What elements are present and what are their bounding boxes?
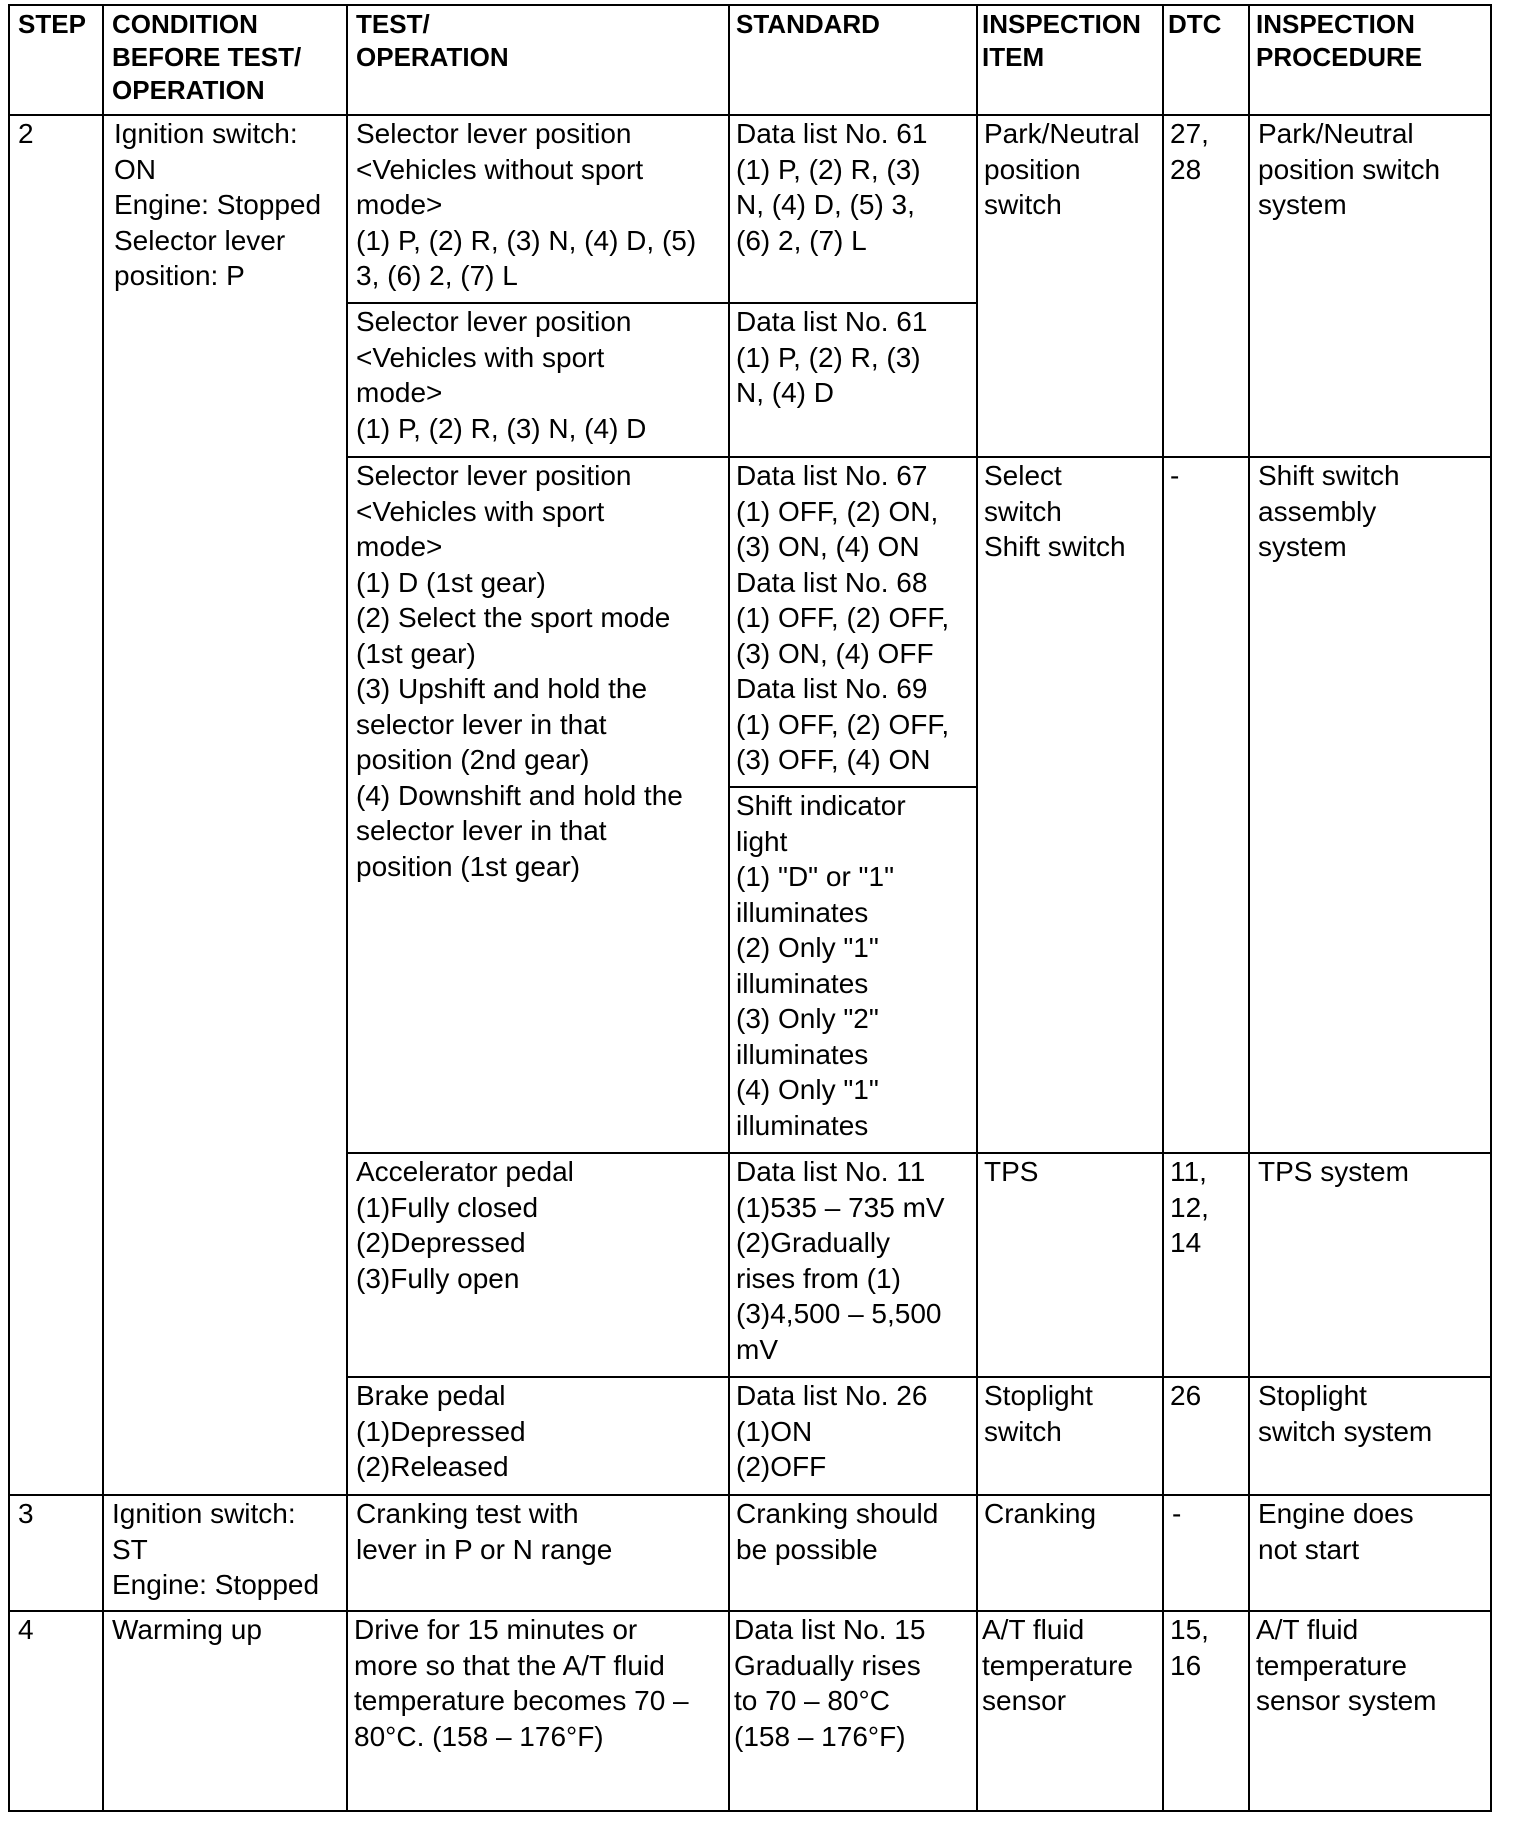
step-number: 3 — [18, 1498, 34, 1529]
step-number: 2 — [18, 118, 34, 149]
standard-value: Data list No. 15 Gradually rises to 70 – 80°C (158 – 176°F) — [734, 1614, 926, 1752]
test-operation: Selector lever position <Vehicles with sport mode> (1) D (1st gear) (2) Select the sport mode (1st gear) (3) Upshift and hold the selector lever in that position (2nd gear) (4) Downshift and hold the selector lever in that position (1st gear) — [356, 460, 683, 882]
step-condition: Ignition switch: ST Engine: Stopped — [112, 1498, 320, 1600]
standard-value: Data list No. 61 (1) P, (2) R, (3) N, (4) D, (5) 3, (6) 2, (7) L — [736, 118, 928, 256]
step-condition: Warming up — [112, 1614, 262, 1645]
inspection-item: Stoplight switch — [984, 1380, 1093, 1447]
inspection-item: Cranking — [984, 1498, 1097, 1529]
test-operation: Selector lever position <Vehicles without sport mode> (1) P, (2) R, (3) N, (4) D, (5) 3, (6) 2, (7) L — [356, 118, 697, 291]
standard-value: Shift indicator light (1) "D" or "1" illuminates (2) Only "1" illuminates (3) Only "2" illuminates (4) Only "1" illuminates — [736, 790, 906, 1141]
header-standard: STANDARD — [736, 9, 880, 39]
test-operation: Brake pedal (1)Depressed (2)Released — [356, 1380, 526, 1482]
header-dtc: DTC — [1168, 9, 1222, 39]
inspection-item: TPS — [984, 1156, 1039, 1187]
standard-value: Cranking should be possible — [736, 1498, 939, 1565]
inspection-procedure: Park/Neutral position switch system — [1258, 118, 1441, 220]
dtc-code: - — [1170, 460, 1180, 491]
inspection-procedure: A/T fluid temperature sensor system — [1256, 1614, 1437, 1716]
dtc-code: 15, 16 — [1170, 1614, 1209, 1681]
column-divider — [102, 4, 104, 1812]
dtc-code: 27, 28 — [1170, 118, 1209, 185]
standard-value: Data list No. 61 (1) P, (2) R, (3) N, (4) D — [736, 306, 928, 408]
inspection-item: Park/Neutral position switch — [984, 118, 1140, 220]
test-operation: Cranking test with lever in P or N range — [356, 1498, 613, 1565]
column-divider — [728, 4, 730, 1812]
column-divider — [1162, 4, 1164, 1812]
header-condition: CONDITION BEFORE TEST/ OPERATION — [112, 9, 302, 105]
inspection-item: Select switch Shift switch — [984, 460, 1126, 562]
step-condition: Ignition switch: ON Engine: Stopped Selector lever position: P — [114, 118, 322, 291]
inspection-procedure: Stoplight switch system — [1258, 1380, 1433, 1447]
inspection-item: A/T fluid temperature sensor — [982, 1614, 1133, 1716]
inspection-procedure: Shift switch assembly system — [1258, 460, 1400, 562]
column-divider — [346, 4, 348, 1812]
header-inspection-item: INSPECTION ITEM — [982, 9, 1141, 72]
standard-value: Data list No. 11 (1)535 – 735 mV (2)Gradually rises from (1) (3)4,500 – 5,500 mV — [736, 1156, 945, 1365]
standard-value: Data list No. 67 (1) OFF, (2) ON, (3) ON, (4) ON Data list No. 68 (1) OFF, (2) OFF, (3) ON, (4) OFF Data list No. 69 (1) OFF, (2) OFF, (3) OFF, (4) ON — [736, 460, 950, 775]
header-test: TEST/ OPERATION — [356, 9, 509, 72]
test-operation: Accelerator pedal (1)Fully closed (2)Depressed (3)Fully open — [356, 1156, 574, 1294]
step-number: 4 — [18, 1614, 34, 1645]
dtc-code: - — [1172, 1498, 1182, 1529]
standard-value: Data list No. 26 (1)ON (2)OFF — [736, 1380, 928, 1482]
inspection-procedure: TPS system — [1258, 1156, 1409, 1187]
column-divider — [1248, 4, 1250, 1812]
inspection-procedure: Engine does not start — [1258, 1498, 1414, 1565]
dtc-code: 11, 12, 14 — [1170, 1156, 1209, 1258]
dtc-code: 26 — [1170, 1380, 1202, 1411]
column-divider — [976, 4, 978, 1812]
header-inspection-procedure: INSPECTION PROCEDURE — [1256, 9, 1423, 72]
header-step: STEP — [18, 9, 86, 39]
test-operation: Drive for 15 minutes or more so that the A/T fluid temperature becomes 70 – 80°C. (158 – 176°F) — [354, 1614, 689, 1752]
test-operation: Selector lever position <Vehicles with sport mode> (1) P, (2) R, (3) N, (4) D — [356, 306, 647, 444]
